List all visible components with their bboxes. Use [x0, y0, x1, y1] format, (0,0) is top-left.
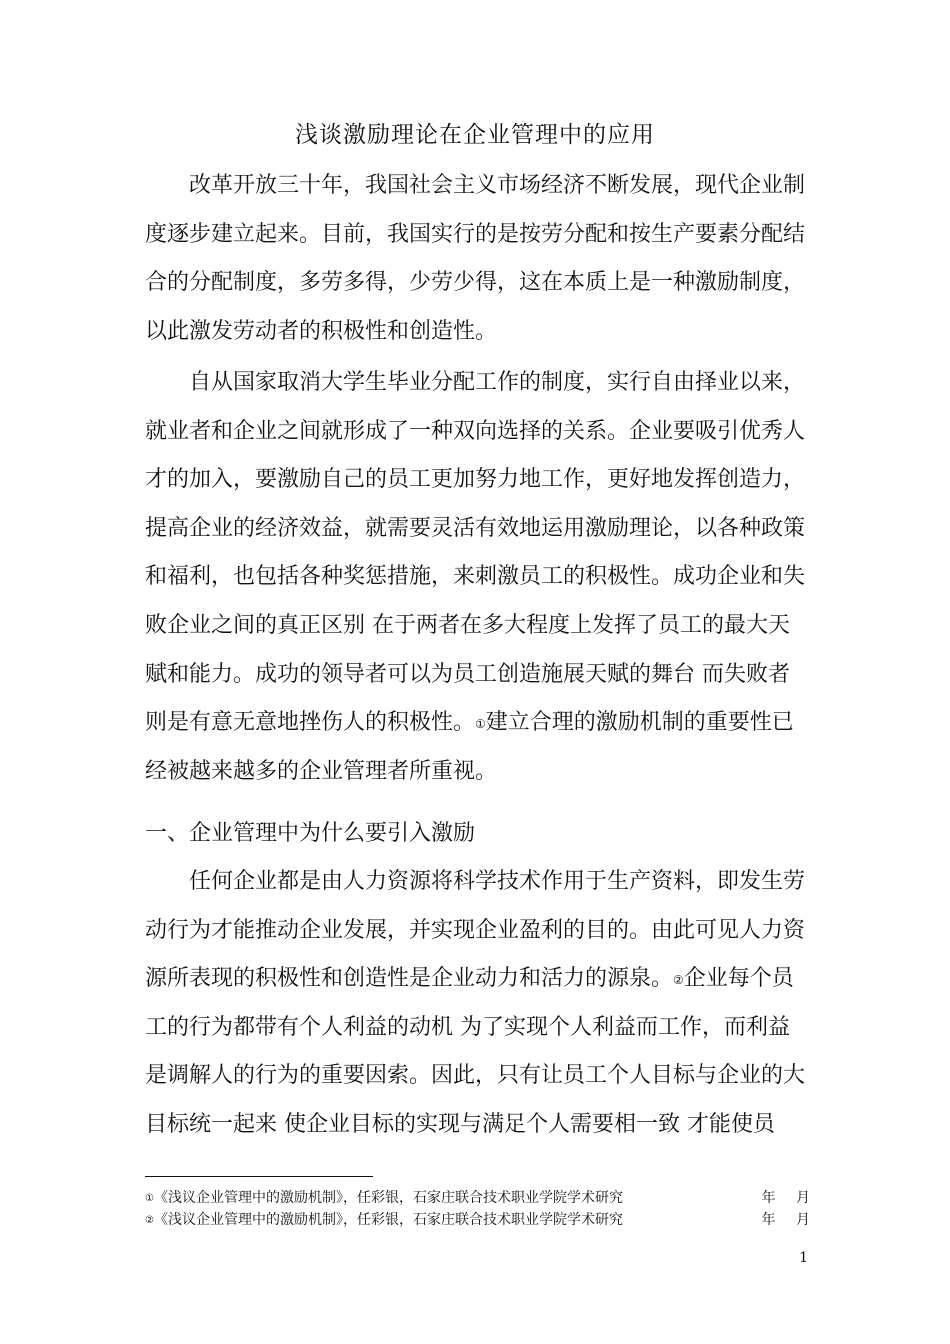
- footnote-2: [145, 1210, 810, 1231]
- paragraph-line: 赋和能力。成功的领导者可以为员工创造施展天赋的舞台 而失败者: [145, 661, 790, 687]
- paragraph-line: 改革开放三十年，我国社会主义市场经济不断发展，现代企业制: [189, 173, 806, 198]
- paragraph-line: 是调解人的行为的重要因索。因此，只有让员工个人目标与企业的大: [145, 1063, 806, 1089]
- footnote-separator: [145, 1176, 373, 1177]
- paragraph-line: 败企业之间的真正区别 在于两者在多大程度上发挥了员工的最大天: [145, 612, 790, 638]
- footnote-text: 《浅议企业管理中的激励机制》，任彩银，石家庄联合技术职业学院学术研究: [153, 1190, 623, 1206]
- footnote-ref-1[interactable]: ①: [475, 716, 486, 731]
- section-heading: 一、企业管理中为什么要引入激励: [145, 821, 476, 846]
- paragraph-2: [145, 359, 810, 796]
- paragraph-line: [145, 699, 810, 748]
- footnote-ref-2[interactable]: ②: [673, 973, 684, 987]
- paragraph-text: 则是有意无意地挫伤人的积极性。: [145, 710, 476, 736]
- paragraph-1: [145, 162, 810, 356]
- paragraph-line: 就业者和企业之间就形成了一种双向选择的关系。企业要吸引优秀人: [145, 418, 806, 444]
- paragraph-text: 源所表现的积极性和创造性是企业动力和活力的源泉。: [145, 966, 674, 992]
- paragraph-line: 动行为才能推动企业发展，并实现企业盈利的目的。由此可见人力资: [145, 917, 806, 943]
- paragraph-line: 合的分配制度，多劳多得，少劳少得，这在本质上是一种激励制度，: [145, 270, 806, 296]
- paragraph-line: 和福利，也包括各种奖惩措施，来刺激员工的积极性。成功企业和失: [145, 564, 806, 590]
- paragraph-line: 任何企业都是由人力资源将科学技术作用于生产资料，即发生劳: [189, 869, 806, 894]
- paragraph-line: 经被越来越多的企业管理者所重视。: [145, 758, 498, 784]
- footnote-date: 年 月: [761, 1212, 810, 1228]
- paragraph-line: 才的加入，要激励自己的员工更加努力地工作，更好地发挥创造力，: [145, 467, 806, 493]
- footnote-date: 年 月: [761, 1190, 810, 1206]
- footnote-1: [145, 1188, 810, 1209]
- document-title: 浅谈激励理论在企业管理中的应用: [295, 122, 655, 148]
- page-number: 1: [799, 1250, 808, 1266]
- paragraph-text: 企业每个员: [683, 966, 794, 992]
- paragraph-line: 工的行为都带有个人利益的动机 为了实现个人利益而工作，而利益: [145, 1014, 790, 1040]
- paragraph-line: 目标统一起来 使企业目标的实现与满足个人需要相一致 才能使员: [145, 1111, 775, 1137]
- footnote-text: 《浅议企业管理中的激励机制》，任彩银，石家庄联合技术职业学院学术研究: [153, 1212, 623, 1228]
- paragraph-line: 以此激发劳动者的积极性和创造性。: [145, 318, 498, 344]
- paragraph-3: [145, 858, 810, 1150]
- paragraph-line: 度逐步建立起来。目前，我国实行的是按劳分配和按生产要素分配结: [145, 221, 806, 247]
- paragraph-text: 建立合理的激励机制的重要性已: [485, 710, 794, 736]
- footnote-mark: ①: [145, 1193, 154, 1204]
- paragraph-line: [145, 955, 810, 1004]
- footnote-mark: ②: [145, 1215, 154, 1226]
- paragraph-line: 提高企业的经济效益，就需要灵活有效地运用激励理论，以各种政策: [145, 515, 806, 541]
- paragraph-line: 自从国家取消大学生毕业分配工作的制度，实行自由择业以来，: [189, 370, 806, 395]
